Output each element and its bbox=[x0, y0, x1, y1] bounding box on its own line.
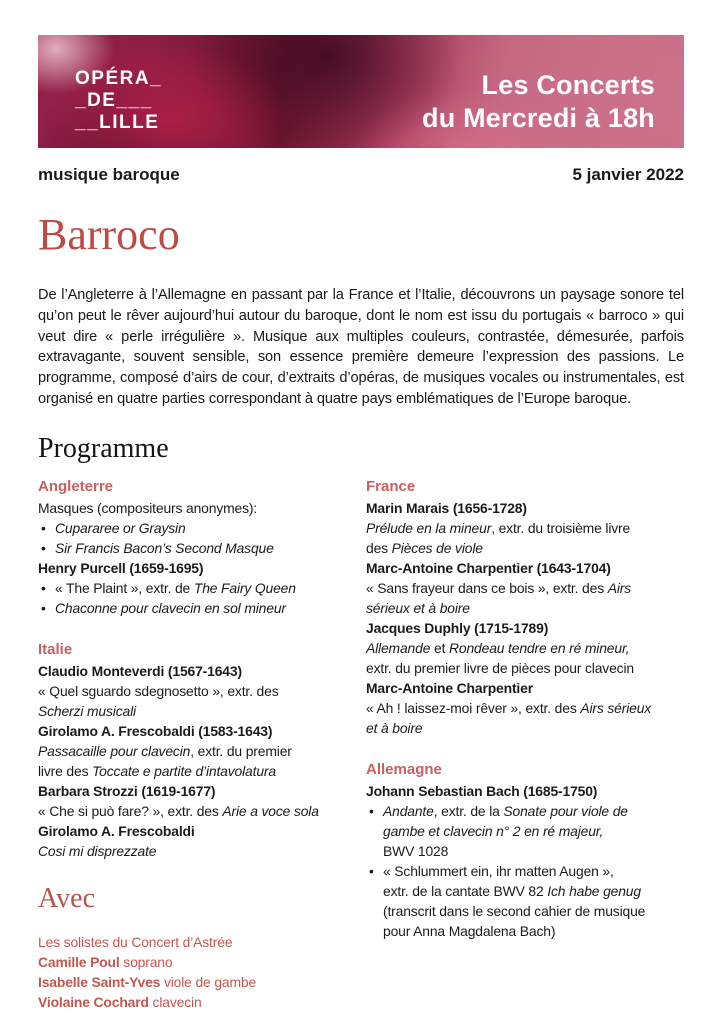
section-title-france: France bbox=[366, 477, 416, 495]
text-segment: Airs bbox=[607, 579, 632, 596]
text-segment: Marin Marais (1656-1728) bbox=[366, 499, 527, 516]
text-segment: , extr. du premier bbox=[190, 742, 292, 759]
text-segment: « Che si può fare? », extr. des bbox=[38, 802, 223, 819]
banner-series-title-line-1: Les Concerts bbox=[481, 70, 655, 100]
section-title-angleterre: Angleterre bbox=[38, 477, 114, 495]
text-segment: « Schlummert ein, ihr matten Augen », bbox=[383, 862, 614, 879]
programme-column-right bbox=[366, 477, 684, 963]
programme-line bbox=[366, 518, 684, 538]
text-segment: extr. du premier livre de pièces pour clavecin bbox=[366, 659, 634, 676]
intro-paragraph: De l’Angleterre à l’Allemagne en passant par la France et l’Italie, découvrons un paysage sonore tel qu’on peut le rêver aujourd’hui autour du baroque, dont le nom est issu du portugais « barroco » qui veut dire « perle irrégulière ». Musique aux multiples couleurs, contrastée, démesurée, parfois extravagante, souvent sensible, son essence première demeure l’expression des passions. Le programme, composé d’airs de cour, d’extraits d’opéras, de musiques vocales ou instrumentales, est organisé en quatre parties correspondant à quatre pays emblématiques de l’Europe baroque. bbox=[38, 287, 684, 407]
text-segment: Scherzi musicali bbox=[38, 702, 136, 719]
section-title-allemagne: Allemagne bbox=[366, 760, 442, 778]
programme-line bbox=[38, 538, 346, 558]
programme-column-left bbox=[38, 477, 346, 1012]
text-segment: extr. de la cantate BWV 82 bbox=[383, 882, 548, 899]
programme-columns bbox=[38, 477, 684, 1012]
programme-section-france bbox=[366, 477, 684, 738]
text-segment: Airs sérieux bbox=[580, 699, 652, 716]
programme-line bbox=[366, 698, 684, 718]
text-segment: Sonate pour viole de bbox=[503, 802, 628, 819]
text-segment: et à boire bbox=[366, 719, 423, 736]
avec-block bbox=[38, 883, 346, 1012]
text-segment: Arie a voce sola bbox=[222, 802, 319, 819]
text-segment: Barbara Strozzi (1619-1677) bbox=[38, 782, 216, 799]
programme-line bbox=[38, 821, 346, 841]
text-segment: gambe et clavecin n° 2 en ré majeur, bbox=[383, 822, 604, 839]
programme-line bbox=[38, 661, 346, 681]
text-segment: Marc-Antoine Charpentier (1643-1704) bbox=[366, 559, 611, 576]
performer-role: soprano bbox=[119, 953, 173, 970]
concert-date: 5 janvier 2022 bbox=[572, 165, 684, 184]
text-segment: The Fairy Queen bbox=[193, 579, 296, 596]
performer-line bbox=[38, 972, 346, 992]
text-segment: Henry Purcell (1659-1695) bbox=[38, 559, 204, 576]
programme-line bbox=[366, 921, 684, 941]
text-segment: Cupararee or Graysin bbox=[55, 519, 186, 536]
performer-line bbox=[38, 992, 346, 1012]
programme-line bbox=[38, 761, 346, 781]
programme-line bbox=[366, 558, 684, 578]
ensemble-name: Les solistes du Concert d’Astrée bbox=[38, 933, 233, 950]
text-segment: Johann Sebastian Bach (1685-1750) bbox=[366, 782, 598, 799]
programme-line bbox=[366, 781, 684, 801]
text-segment: Girolamo A. Frescobaldi (1583-1643) bbox=[38, 722, 273, 739]
programme-line bbox=[38, 781, 346, 801]
programme-line bbox=[38, 801, 346, 821]
text-segment: pour Anna Magdalena Bach) bbox=[383, 922, 556, 939]
performer-role: viole de gambe bbox=[160, 973, 257, 990]
page-title: Barroco bbox=[38, 210, 180, 259]
text-segment: « Quel sguardo sdegnosetto », extr. des bbox=[38, 682, 279, 699]
programme-line bbox=[38, 841, 346, 861]
avec-heading: Avec bbox=[38, 882, 95, 914]
text-segment: Jacques Duphly (1715-1789) bbox=[366, 619, 549, 636]
text-segment: « Ah ! laissez-moi rêver », extr. des bbox=[366, 699, 581, 716]
programme-line bbox=[38, 498, 346, 518]
logo-line-3: __LILLE bbox=[75, 112, 160, 133]
programme-line bbox=[38, 721, 346, 741]
performer-line bbox=[38, 952, 346, 972]
banner-series-title bbox=[422, 69, 655, 135]
performer-role: clavecin bbox=[148, 993, 202, 1010]
programme-line bbox=[366, 538, 684, 558]
programme-line bbox=[366, 578, 684, 598]
banner-series-title-line-2: du Mercredi à 18h bbox=[422, 103, 655, 133]
section-title-italie: Italie bbox=[38, 640, 73, 658]
logo-line-1: OPÉRA_ bbox=[75, 68, 163, 89]
programme-line bbox=[366, 861, 684, 881]
text-segment: (transcrit dans le second cahier de musique bbox=[383, 902, 646, 919]
text-segment: Marc-Antoine Charpentier bbox=[366, 679, 533, 696]
programme-line bbox=[38, 518, 346, 538]
text-segment: , extr. du troisième livre bbox=[491, 519, 631, 536]
programme-line bbox=[366, 801, 684, 821]
text-segment: Claudio Monteverdi (1567-1643) bbox=[38, 662, 242, 679]
text-segment: , extr. de la bbox=[433, 802, 504, 819]
text-segment: Toccate e partite d’intavolatura bbox=[92, 762, 276, 779]
programme-line bbox=[366, 618, 684, 638]
programme-line bbox=[366, 841, 684, 861]
text-segment: Masques (compositeurs anonymes): bbox=[38, 499, 258, 516]
opera-de-lille-logo bbox=[75, 68, 162, 134]
performers-list bbox=[38, 932, 346, 1012]
programme-line bbox=[366, 498, 684, 518]
text-segment: Sir Francis Bacon’s Second Masque bbox=[55, 539, 274, 556]
programme-line bbox=[366, 658, 684, 678]
programme-line bbox=[366, 821, 684, 841]
programme-line bbox=[38, 701, 346, 721]
text-segment: Ich habe genug bbox=[547, 882, 641, 899]
text-segment: Pièces de viole bbox=[391, 539, 483, 556]
programme-section-allemagne bbox=[366, 760, 684, 941]
text-segment: Allemande bbox=[366, 639, 431, 656]
programme-line bbox=[38, 681, 346, 701]
genre-label: musique baroque bbox=[38, 165, 180, 184]
text-segment: Girolamo A. Frescobaldi bbox=[38, 822, 195, 839]
text-segment: Chaconne pour clavecin en sol mineur bbox=[55, 599, 286, 616]
text-segment: « Sans frayeur dans ce bois », extr. des bbox=[366, 579, 608, 596]
meta-row bbox=[38, 165, 684, 185]
performer-name: Camille Poul bbox=[38, 953, 120, 970]
programme-line bbox=[366, 901, 684, 921]
text-segment: « The Plaint », extr. de bbox=[55, 579, 194, 596]
text-segment: BWV 1028 bbox=[383, 842, 449, 859]
programme-line bbox=[38, 578, 346, 598]
programme-line bbox=[38, 558, 346, 578]
programme-line bbox=[366, 678, 684, 698]
text-segment: Rondeau tendre en ré mineur, bbox=[449, 639, 630, 656]
programme-line bbox=[366, 718, 684, 738]
programme-line bbox=[38, 598, 346, 618]
programme-section-angleterre bbox=[38, 477, 346, 618]
programme-line bbox=[366, 598, 684, 618]
programme-line bbox=[366, 881, 684, 901]
performer-name: Isabelle Saint-Yves bbox=[38, 973, 161, 990]
logo-line-2: _DE___ bbox=[75, 90, 153, 111]
text-segment: Cosi mi disprezzate bbox=[38, 842, 157, 859]
text-segment: sérieux et à boire bbox=[366, 599, 470, 616]
text-segment: et bbox=[430, 639, 450, 656]
programme-line bbox=[366, 638, 684, 658]
text-segment: Passacaille pour clavecin bbox=[38, 742, 191, 759]
text-segment: Prélude en la mineur bbox=[366, 519, 492, 536]
programme-line bbox=[38, 741, 346, 761]
header-banner bbox=[38, 35, 684, 148]
text-segment: Andante bbox=[383, 802, 434, 819]
text-segment: des bbox=[366, 539, 392, 556]
performer-name: Violaine Cochard bbox=[38, 993, 149, 1010]
text-segment: livre des bbox=[38, 762, 93, 779]
programme-heading: Programme bbox=[38, 432, 169, 464]
programme-section-italie bbox=[38, 640, 346, 861]
